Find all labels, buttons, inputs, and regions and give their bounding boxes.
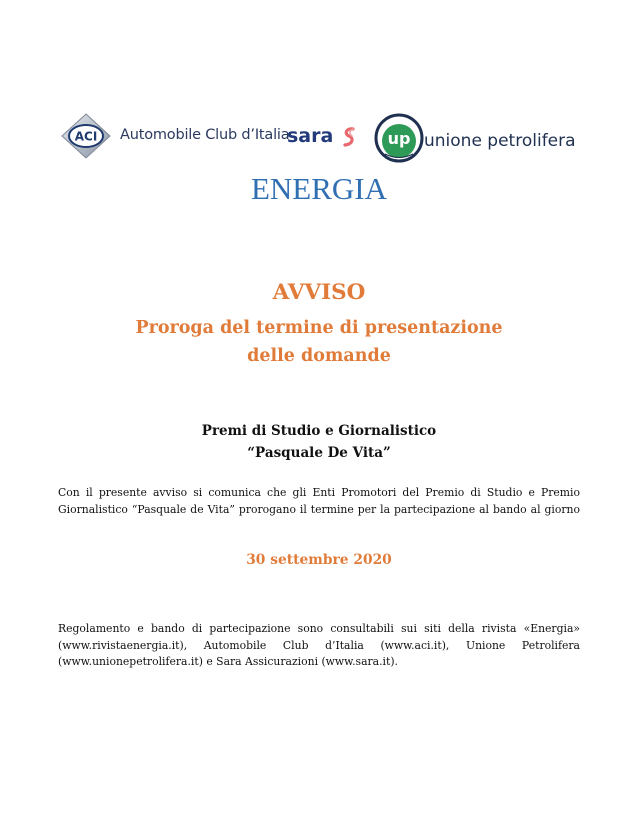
award-name bbox=[0, 420, 638, 464]
subtitle-line: delle domande bbox=[247, 346, 391, 366]
svg-text:ACI: ACI bbox=[74, 129, 98, 144]
paragraph-line: Giornalistico “Pasquale de Vita” prorogano il termine per la partecipazione al bando al giorno bbox=[58, 502, 580, 516]
notice-paragraph bbox=[58, 485, 580, 518]
page-subtitle bbox=[0, 314, 638, 370]
aci-name: Automobile Club d’Italia bbox=[120, 127, 290, 143]
subtitle-line: Proroga del termine di presentazione bbox=[135, 318, 503, 338]
paragraph-line: Regolamento e bando di partecipazione sono consultabili sui siti della rivista «Energia» bbox=[58, 622, 580, 635]
deadline-date: 30 settembre 2020 bbox=[246, 552, 392, 568]
energia-logo: ENERGIA bbox=[250, 171, 388, 206]
page-title: AVVISO bbox=[272, 280, 366, 305]
info-paragraph bbox=[58, 621, 580, 671]
paragraph-line: Con il presente avviso si comunica che gli Enti Promotori del Premio di Studio e Premio bbox=[58, 486, 580, 499]
sponsor-logos bbox=[58, 108, 578, 168]
up-name: unione petrolifera bbox=[424, 131, 576, 151]
up-logo-icon bbox=[374, 113, 424, 165]
award-line: “Pasquale De Vita” bbox=[247, 445, 391, 461]
sara-swirl-icon bbox=[340, 126, 358, 148]
svg-text:up: up bbox=[387, 129, 411, 148]
paragraph-line: (www.rivistaenergia.it), Automobile Club d’Italia (www.aci.it), Unione Petrolifera bbox=[58, 638, 580, 652]
aci-logo-icon bbox=[58, 112, 114, 160]
award-line: Premi di Studio e Giornalistico bbox=[201, 423, 437, 439]
paragraph-line: (www.unionepetrolifera.it) e Sara Assicurazioni (www.sara.it). bbox=[58, 655, 398, 668]
sara-name: sara bbox=[287, 125, 334, 147]
